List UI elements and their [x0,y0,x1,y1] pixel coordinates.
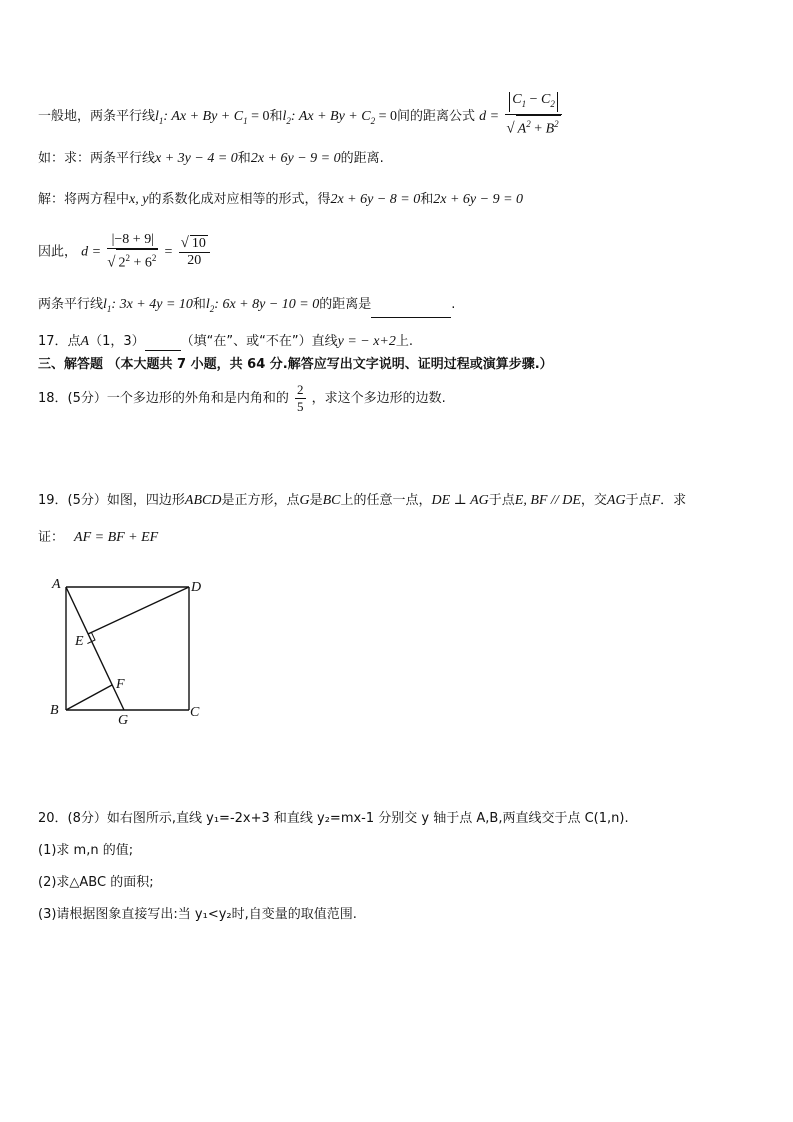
label-d: D [191,580,202,595]
therefore-fraction: $\frac{|-8 + 9|}{√ 2^2 + 6^2}$ [107,232,157,271]
label-e: E [75,634,84,649]
example-line: 如：求：两条平行线x + 3y − 4 = 0和2x + 6y − 9 = 0的距离. [38,151,384,166]
distance-d: d = [479,109,500,125]
label-a: A [52,577,61,592]
section-3-heading: 三、解答题 （本大题共 7 小题，共 64 分.解答应写出文字说明、证明过程或演算步骤.） [38,357,553,372]
q18-fraction: $\frac{2}{5}$ [297,382,304,414]
solution-eq1: 2x + 6y − 8 = 0 [330,192,421,207]
question-19: 19．(5分）如图，四边形ABCD是正方形，点G是BC上的任意一点，DE ⊥ AG于点E, BF // DE，交AG于点F．求 [38,493,687,508]
segment-bf [66,685,112,710]
solution-eq2: 2x + 6y − 9 = 0 [433,192,524,207]
question-20-part3: (3)请根据图象直接写出:当 y₁<y₂时,自变量的取值范围. [38,907,357,922]
question-20: 20．(8分）如右图所示,直线 y₁=-2x+3 和直线 y₂=mx-1 分别交 y 轴于点 A,B,两直线交于点 C(1,n). [38,811,629,826]
label-f: F [116,677,125,692]
formula-text: 间的距离公式 [397,109,476,125]
answer-blank-distance[interactable] [371,299,451,318]
square-figure [44,570,214,730]
therefore-line: 因此， d = $\frac{|-8 + 9|}{√ 2^2 + 6^2}$ = $\frac{√ 10}{20}$ [38,232,212,272]
question-19-prove: 证： AF = BF + EF [38,530,159,545]
label-c: C [190,705,200,720]
solution-line: 解：将两方程中x, y的系数化成对应相等的形式，得2x + 6y − 8 = 0和2x + 6y − 9 = 0 [38,192,524,207]
label-b: B [50,703,59,718]
distance-formula: $\frac{C_1 - C_2}{√ A^2 + B^2}$ [505,92,562,137]
therefore-result: $\frac{√ 10}{20}$ [179,235,210,269]
l1-symbol: $l_1$: $Ax + By + C_1 = 0$ [155,109,270,127]
intro-lead: 一般地，两条平行线 [38,109,156,125]
example-eq2: 2x + 6y − 9 = 0 [250,151,341,166]
question-17: 17．点A（1，3） （填“在”、或“不在”）直线y = − x+2上. [38,334,414,349]
segment-de [88,587,189,634]
intro-line: 一般地，两条平行线$l_1$: $Ax + By + C_1 = 0$和$l_2$: $Ax + By + C_2 = 0$间的距离公式 d = $\frac{C_1 - C_2}{√ A^2 + B^2}$ [38,94,564,139]
example-eq1: x + 3y − 4 = 0 [155,151,238,166]
l2-symbol: $l_2$: $Ax + By + C_2 = 0$ [282,109,397,127]
question-20-part1: (1)求 m,n 的值; [38,843,134,858]
question-18: 18．(5分）一个多边形的外角和是内角和的 $\frac{2}{5}$ ，求这个多边形的边数. [38,382,446,414]
question-line: 两条平行线$l_1$: 3x + 4y = 10和$l_2$: 6x + 8y − 10 = 0的距离是 . [38,296,455,318]
label-g: G [118,713,129,728]
question-20-part2: (2)求△ABC 的面积; [38,875,154,890]
answer-blank-17[interactable] [145,332,181,351]
